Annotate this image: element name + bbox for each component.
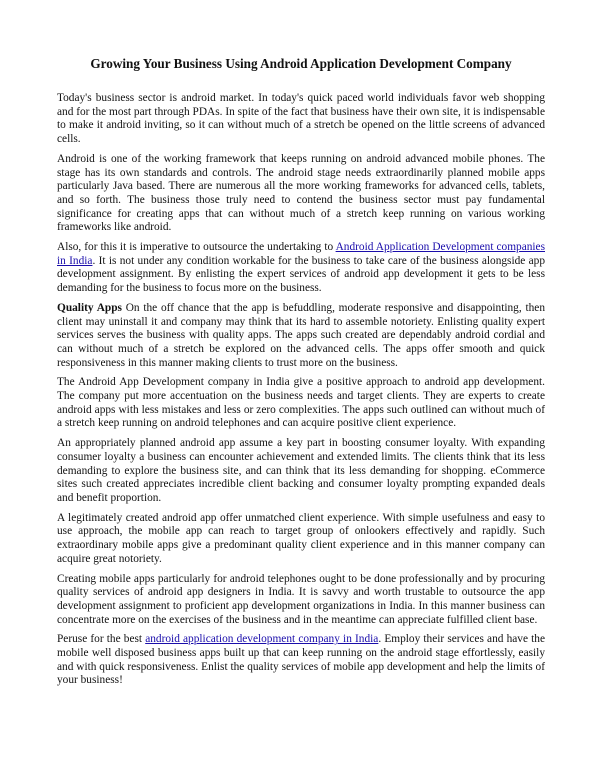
paragraph-outsource-text-before: Also, for this it is imperative to outsource the undertaking to — [57, 241, 336, 254]
paragraph-quality-apps-text: On the off chance that the app is befuddling, moderate responsive and disappointing, then client may uninstall it and company may think that its hard to assemble notoriety. Enlisting quality expert services serves the business with quality apps. The apps such created are dependably android cordial and can without much of a stretch be explored on the advanced cells. The apps offer smooth and quick responsiveness in this manner making clients to trust more on the business. — [57, 301, 545, 369]
document-title: Growing Your Business Using Android Application Development Company — [90, 56, 512, 71]
android-development-company-link[interactable]: android application development company in India — [145, 633, 379, 646]
paragraph-conclusion-text-before: Peruse for the best — [57, 633, 146, 646]
paragraph-outsource — [57, 241, 545, 296]
paragraph-conclusion-text-after: . Employ their services and have the mobile well disposed business apps built up that can keep running on the android stage effortlessly, easily and with quick responsiveness. Enlist the quality services of mobile app development and help the limits of your business! — [57, 633, 545, 687]
paragraph-client-experience: A legitimately created android app offer unmatched client experience. With simple usefulness and easy to use approach, the mobile app can reach to target group of onlookers effectively and rapidly. Such extraordinary mobile apps give a predominant quality client experience and in this manner company can acquire great notoriety. — [57, 511, 545, 565]
paragraph-creating-apps: Creating mobile apps particularly for android telephones ought to be done professionally and by procuring quality services of android app designers in India. It is savvy and worth trustable to outsource the app development assignment to proficient app development organizations in India. In this manner business can concentrate more on the exercises of the business and in the meantime can appreciate fulfilled client base. — [57, 572, 545, 626]
paragraph-conclusion — [57, 633, 545, 688]
paragraph-quality-apps — [57, 302, 545, 371]
android-development-companies-link[interactable]: Android Application Development companies in India — [57, 241, 545, 267]
paragraph-android-framework: Android is one of the working framework that keeps running on android advanced mobile phones. The stage has its own standards and controls. The android stage needs extraordinarily planned mobile apps particularly Java based. There are numerous all the more working frameworks for advanced cells, tablets, and so forth. The business those truly need to contend the business sector must pay fundamental significance for creating apps that can without much of a stretch keep running on various working frameworks like android. — [57, 152, 545, 234]
document-page — [57, 55, 545, 694]
paragraph-outsource-text-after: . It is not under any condition workable for the business to take care of the business alongside app development assignment. By enlisting the expert services of android app development it gets to be less demanding for the business to focus more on the business. — [57, 254, 546, 295]
quality-apps-heading: Quality Apps — [57, 301, 122, 314]
paragraph-company-approach: The Android App Development company in India give a positive approach to android app development. The company put more accentuation on the business needs and target clients. They are experts to create android apps with less mistakes and less or zero complexities. The apps such outlined can without much of a stretch keep running on android telephones and can acquire positive client experience. — [57, 376, 545, 430]
paragraph-intro: Today's business sector is android market. In today's quick paced world individuals favor web shopping and for the most part through PDAs. In spite of the fact that business have their own site, it is indispensable to make it android inviting, so it can without much of a stretch be opened on the little screens of advanced cells. — [57, 92, 545, 146]
paragraph-consumer-loyalty: An appropriately planned android app assume a key part in boosting consumer loyalty. With expanding consumer loyalty a business can encounter achievement and extended limits. The clients think that its less demanding to explore the business site, and can think that its less demanding for shopping. eCommerce sites such created appreciates incredible client backing and consumer loyalty prompting expanded deals and benefit proportion. — [57, 437, 545, 504]
